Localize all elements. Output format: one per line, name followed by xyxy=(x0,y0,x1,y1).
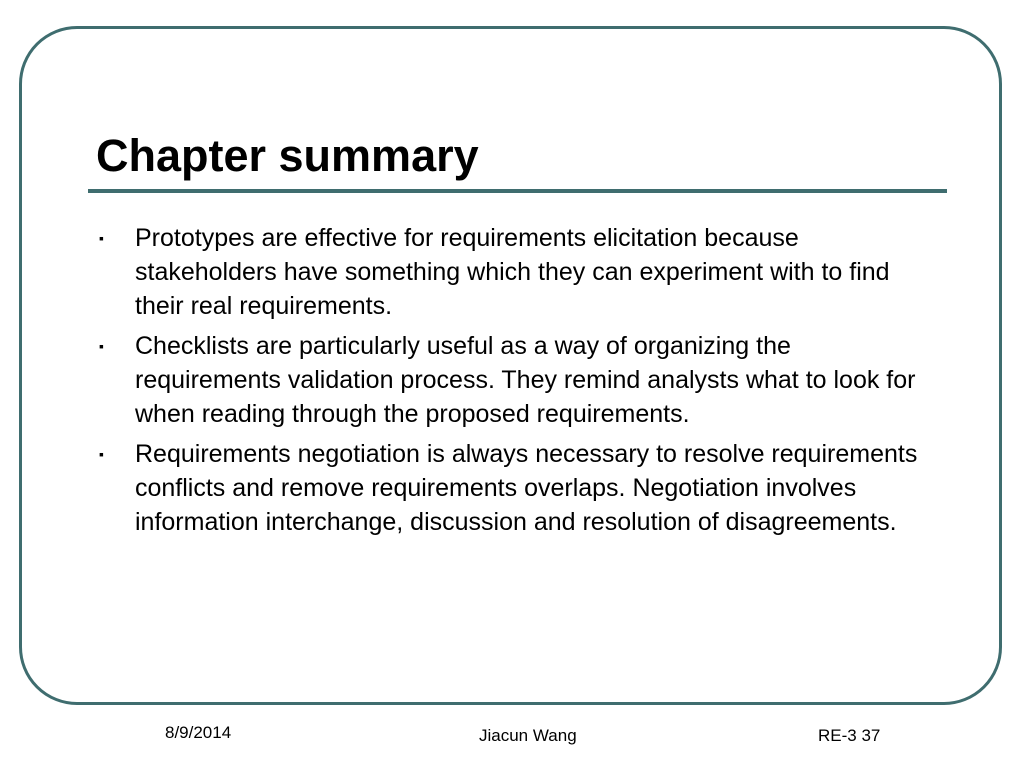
slide-title: Chapter summary xyxy=(96,130,479,181)
footer-author: Jiacun Wang xyxy=(479,726,577,745)
bullet-text: Checklists are particularly useful as a way of organizing the requirements validation process. They remind analysts what to look for when reading through the proposed requirements. xyxy=(135,332,916,428)
bullet-item-negotiation xyxy=(96,437,936,539)
square-bullet-icon: ▪ xyxy=(99,446,104,462)
footer-page-number: RE-3 37 xyxy=(818,726,881,745)
bullet-text: Requirements negotiation is always necessary to resolve requirements conflicts and remove requirements overlaps. Negotiation involves information interchange, discussion and resolution of disagreements. xyxy=(135,440,918,536)
bullet-text: Prototypes are effective for requirements elicitation because stakeholders have something which they can experiment with to find their real requirements. xyxy=(135,224,890,320)
bullet-item-checklists xyxy=(96,329,936,431)
square-bullet-icon: ▪ xyxy=(99,230,104,246)
footer-date: 8/9/2014 xyxy=(165,723,232,742)
bullet-list xyxy=(96,221,936,545)
title-underline xyxy=(88,189,947,193)
bullet-item-prototypes xyxy=(96,221,936,323)
square-bullet-icon: ▪ xyxy=(99,338,104,354)
